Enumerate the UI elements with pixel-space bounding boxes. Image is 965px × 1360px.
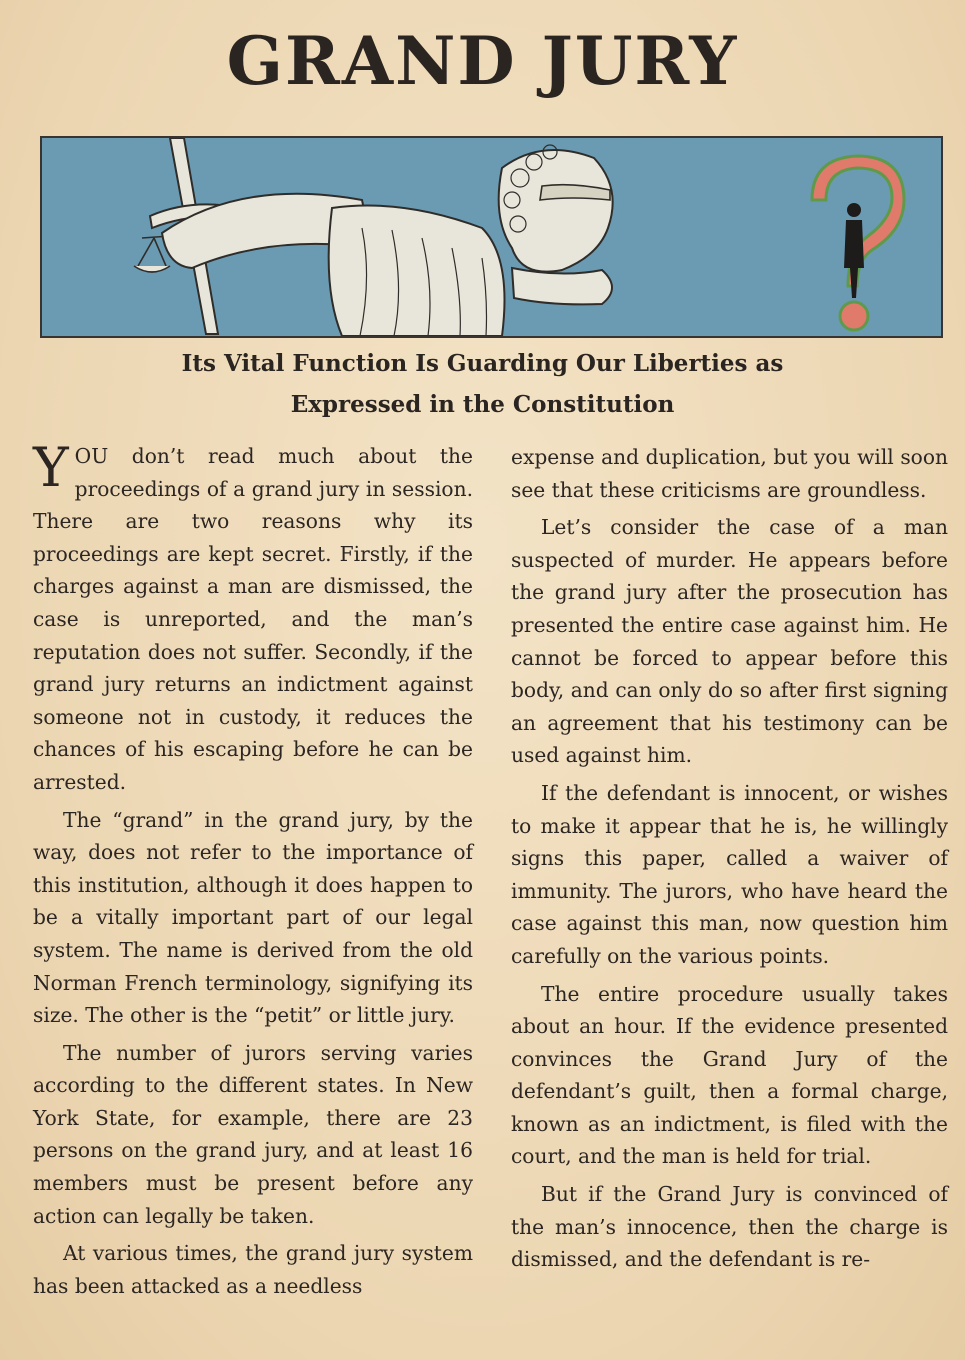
paragraph-text: OU don’t read much about the proceedings of a grand jury in session. There are two reasons why its proceedings are kept secret. Firstly, if the charges against a man are dismissed, the case is unreported, and the man’s reputation does not suffer. Secondly, if the grand jury returns an indictment against someone not in custody, it reduces the chances of his escaping before he can be arrested. bbox=[33, 444, 473, 794]
header-illustration bbox=[40, 136, 943, 338]
paragraph: expense and duplication, but you will soon see that these criticisms are groundless. bbox=[511, 445, 948, 502]
paragraph: But if the Grand Jury is convinced of the man’s innocence, then the charge is dismissed, and the defendant is re- bbox=[511, 1182, 948, 1272]
subtitle-line-1: Its Vital Function Is Guarding Our Liberties as bbox=[181, 350, 784, 377]
subtitle-line-2: Expressed in the Constitution bbox=[290, 391, 675, 418]
paragraph: At various times, the grand jury system has been attacked as a needless bbox=[33, 1241, 473, 1298]
right-column bbox=[511, 441, 948, 1281]
drop-cap: Y bbox=[33, 436, 69, 499]
paragraph: Let’s consider the case of a man suspected of murder. He appears before the grand jury after the prosecution has presented the entire case against him. He cannot be forced to appear before this body, and can only do so after first signing an agreement that his testimony can be used against him. bbox=[511, 515, 948, 768]
paragraph: The entire procedure usually takes about an hour. If the evidence presented convinces the Grand Jury of the defendant’s guilt, then a formal charge, known as an indictment, is filed with the court, and the man is held for trial. bbox=[511, 981, 948, 1169]
page-title: GRAND JURY bbox=[226, 22, 739, 100]
paragraph: If the defendant is innocent, or wishes to make it appear that he is, he willingly signs this paper, called a waiver of immunity. The jurors, who have heard the case against this man, now question him carefully on the various points. bbox=[511, 780, 948, 968]
subtitle bbox=[60, 343, 905, 425]
paragraph: The number of jurors serving varies according to the different states. In New York State, for example, there are 23 persons on the grand jury, and at least 16 members must be present before any action can legally be taken. bbox=[33, 1040, 473, 1228]
paragraph: The “grand” in the grand jury, by the way, does not refer to the importance of this institution, although it does happen to be a vitally important part of our legal system. The name is derived from the old Norman French terminology, signifying its size. The other is the “petit” or little jury. bbox=[33, 807, 473, 1028]
paragraph bbox=[33, 436, 473, 799]
left-column bbox=[33, 436, 473, 1307]
